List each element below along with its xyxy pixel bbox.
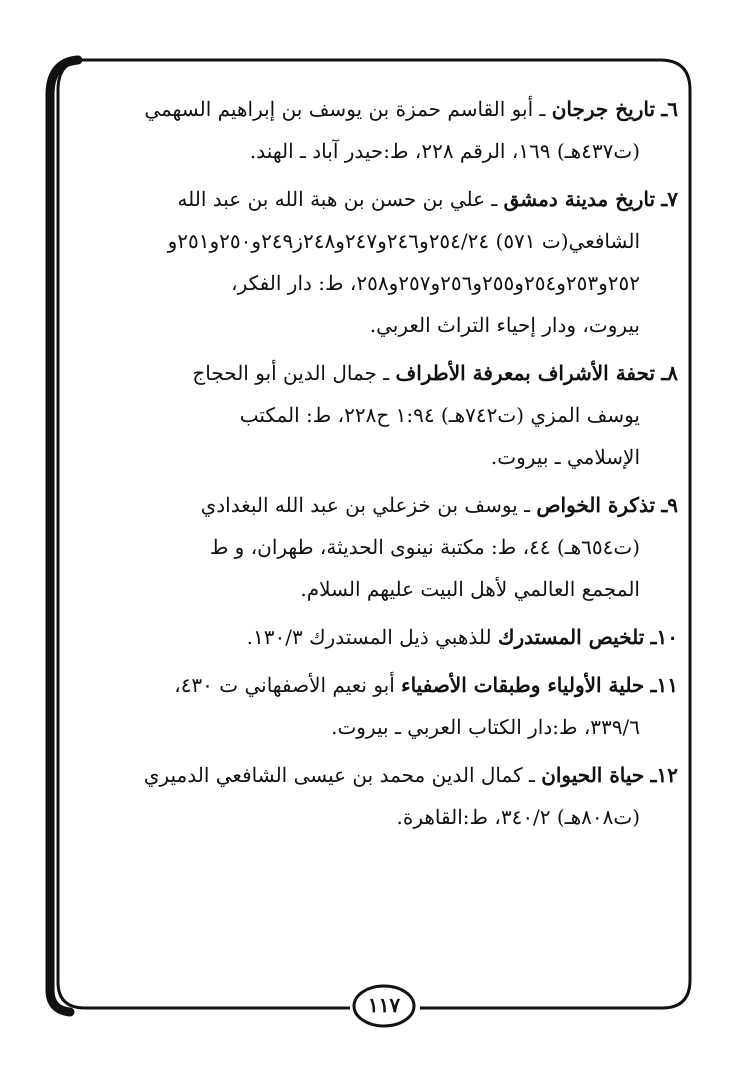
book-title: تذكرة الخواص <box>536 493 656 517</box>
bibliography-list <box>100 88 678 844</box>
bibliography-entry-8 <box>100 352 678 478</box>
entry-text: بيروت، ودار إحياء التراث العربي. <box>369 313 640 337</box>
entry-text: المجمع العالمي لأهل البيت عليهم السلام. <box>300 577 640 601</box>
entry-text: (ت٦٥٤هـ) ٤٤، ط: مكتبة نينوى الحديثة، طهران، و ط <box>209 535 640 559</box>
entry-text: يوسف المزي (ت٧٤٢هـ) ١:٩٤ ح٢٢٨، ط: المكتب <box>239 403 640 427</box>
page-number: ١١٧ <box>367 993 401 1017</box>
entry-text: للذهبي ذيل المستدرك ١٣٠/٣. <box>246 625 498 649</box>
entry-text: (ت٨٠٨هـ) ٣٤٠/٢، ط:القاهرة. <box>396 805 640 829</box>
entry-number: ٦ـ <box>661 97 678 121</box>
entry-text: الإسلامي ـ بيروت. <box>490 445 640 469</box>
book-title: تحفة الأشراف بمعرفة الأطراف <box>395 361 656 385</box>
entry-number: ١٢ـ <box>650 763 678 787</box>
book-title: تاريخ جرجان <box>551 97 656 121</box>
book-title: حلية الأولياء وطبقات الأصفياء <box>401 673 645 697</box>
entry-number: ١١ـ <box>650 673 678 697</box>
entry-text: (ت٤٣٧هـ) ١٦٩، الرقم ٢٢٨، ط:حيدر آباد ـ الهند. <box>249 139 640 163</box>
entry-text: ـ يوسف بن خزعلي بن عبد الله البغدادي <box>200 493 537 517</box>
entry-text: ـ كمال الدين محمد بن عيسى الشافعي الدميري <box>143 763 542 787</box>
bibliography-entry-12 <box>100 754 678 838</box>
entry-text: ٢٥٢و٢٥٣و٢٥٤و٢٥٥و٢٥٦و٢٥٧و٢٥٨، ط: دار الفكر، <box>231 271 640 295</box>
book-title: تلخيص المستدرك <box>497 625 645 649</box>
entry-text: ٣٣٩/٦، ط:دار الكتاب العربي ـ بيروت. <box>331 715 640 739</box>
entry-number: ٨ـ <box>661 361 678 385</box>
bibliography-entry-10 <box>100 616 678 658</box>
entry-number: ١٠ـ <box>650 625 678 649</box>
bibliography-entry-9 <box>100 484 678 610</box>
entry-number: ٩ـ <box>661 493 678 517</box>
entry-text: ـ علي بن حسن بن هبة الله بن عبد الله <box>177 187 504 211</box>
bibliography-entry-11 <box>100 664 678 748</box>
entry-number: ٧ـ <box>661 187 678 211</box>
entry-text: ـ جمال الدين أبو الحجاج <box>192 361 396 385</box>
entry-text: الشافعي(ت ٥٧١) ٢٥٤/٢٤و٢٤٦و٢٤٧و٢٤٨ز٢٤٩و٢٥٠و٢٥١و <box>167 229 640 253</box>
bibliography-entry-7 <box>100 178 678 346</box>
book-title: حياة الحيوان <box>541 763 645 787</box>
book-title: تاريخ مدينة دمشق <box>503 187 656 211</box>
entry-text: ـ أبو القاسم حمزة بن يوسف بن إبراهيم السهمي <box>144 97 552 121</box>
entry-text: أبو نعيم الأصفهاني ت ٤٣٠، <box>174 673 402 697</box>
bibliography-entry-6 <box>100 88 678 172</box>
